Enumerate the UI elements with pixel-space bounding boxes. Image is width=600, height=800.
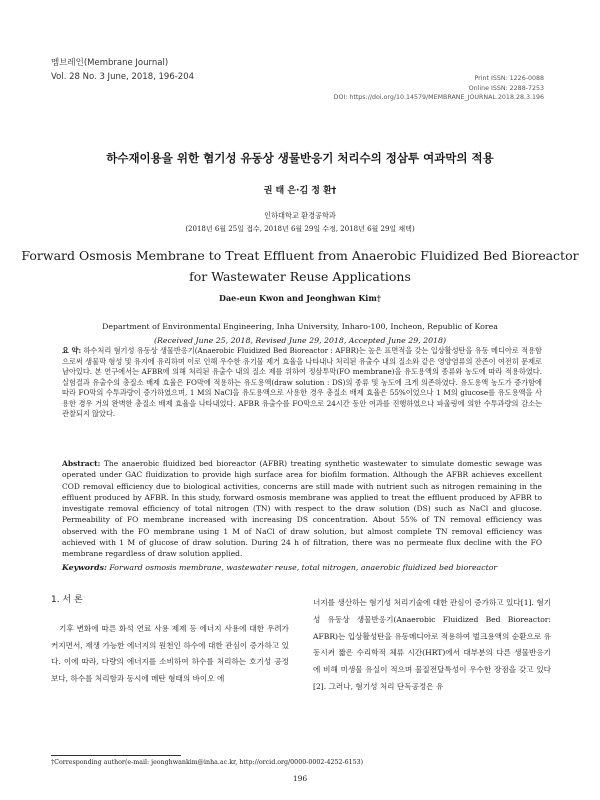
footnote: †Corresponding author(e-mail: jeonghwankim@inha.ac.kr, http://orcid.org/0000-0002-4252-6153)	[51, 759, 364, 766]
english-abstract	[62, 458, 542, 560]
korean-affiliation: 인하대학교 환경공학과	[264, 211, 336, 220]
english-dates: (Received June 25, 2018, Revised June 29, 2018, Accepted June 29, 2018)	[153, 336, 447, 345]
korean-title: 하수재이용을 위한 혐기성 유동상 생물반응기 처리수의 정삼투 여과막의 적용	[106, 151, 494, 165]
body-left-text: 기후 변화에 따른 화석 연료 사용 제제 등 에너지 사용에 대한 우려가 커지면서, 재생 가능한 에너지의 원천인 하수에 대한 관심이 증가하고 있다. 이에 따라, 다량의 에너지를 소비하여 하수를 처리하는 호기성 공정보다, 하수를 처리함과 동시에 메탄 형태의 바이오 에	[51, 623, 289, 684]
english-title	[0, 245, 600, 287]
page-number: 196	[292, 774, 308, 783]
footnote-rule	[51, 755, 181, 756]
korean-abstract-text: 하수처리 혐기성 유동상 생물반응기(Anaerobic Fluidized Bed Bioreactor : AFBR)는 높은 표면적을 갖는 입상활성탄을 유동 메디아로 적용함으로써 생물막 형성 및 유지에 유리하며 이로 인해 우수한 유기물 제거 효율을 나타내나 처리된 유출수 내의 질소와 같은 영양염류의 잔존이 여전히 문제로 남아있다. 본 연구에서는 AFBR에 의해 처리된 유출수 내의 질소 제를 위하여 정삼투막(FO membrane)을 유도용액의 종류와 농도에 따라 적용하였다. 실험결과 유출수의 총질소 배제 효율은 FO막에 적용하는 유도용액(draw solution : DS)의 종류 및 농도에 크게 의존하였다. 유도용액 농도가 증가함에 따라 FO막의 수투과량이 증가하였으며, 1 M의 NaCl을 유도용액으로 사용한 경우 총질소 배제 효율은 55%이었으나 1 M의 glucose를 유도용액을 사용한 경우 거의 완벽한 총질소 배제 효율을 나타내었다. AFBR 유출수를 FO막으로 24시간 동안 여과를 진행하였으나 파울링에 의한 수투과량의 감소는 관찰되지 않았다.	[62, 346, 542, 418]
body-left-column	[51, 592, 289, 688]
online-issn: Online ISSN: 2288-7253	[468, 84, 544, 92]
english-abstract-text: The anaerobic fluidized bed bioreactor (AFBR) treating synthetic wastewater to simulate domestic sewage was operated under GAC fluidization to provide high surface area for biofilm formation. Although the AFBR achieves excellent COD removal efficiency due to biological activities, concerns are still made with nutrient such as nitrogen remaining in the effluent produced by AFBR. In this study, forward osmosis membrane was applied to treat the effluent produced by AFBR to investigate removal efficiency of total nitrogen (TN) with respect to the draw solution (DS) such as NaCl and glucose. Permeability of FO membrane increased with increasing DS concentration. About 55% of TN removal efficiency was observed with the FO membrane using 1 M of NaCl of draw solution, but almost complete TN removal efficiency was achieved with 1 M of glucose of draw solution. During 24 h of filtration, there was no permeate flux decline with the FO membrane regardless of draw solution applied.	[62, 459, 543, 559]
korean-authors: 권 태 은·김 정 환†	[263, 186, 337, 196]
journal-name: 멤브레인(Membrane Journal)	[51, 58, 169, 68]
body-right-column	[313, 595, 551, 696]
english-abstract-label: Abstract:	[62, 459, 101, 468]
korean-abstract	[62, 346, 542, 420]
body-right-text: 너지를 생산하는 혐기성 처리기술에 대한 관심이 증가하고 있다[1]. 혐기성 유동상 생물반응기(Anaerobic Fluidized Bed Bioreactor: AFBR)는 입상활성탄을 유동메디아로 적용하여 벌크용액의 순환으로 유동시켜 짧은 수리학적 체류 시간(HRT)에서 대부분의 다른 생물반응기에 비해 미생물 유실이 적으며 물질전달특성이 우수한 장점을 갖고 있다[2]. 그러나, 혐기성 처리 단독공정은 유	[313, 598, 551, 691]
print-issn: Print ISSN: 1226-0088	[474, 75, 544, 82]
doi-link[interactable]: DOI: https://doi.org/10.14579/MEMBRANE_JOURNAL.2018.28.3.196	[333, 94, 544, 101]
keywords	[62, 563, 542, 572]
english-title-line2: for Wastewater Reuse Applications	[189, 269, 411, 284]
korean-abstract-label: 요 약:	[62, 346, 82, 355]
korean-dates: (2018년 6월 25일 접수, 2018년 6월 29일 수정, 2018년 6월 29일 채택)	[185, 225, 415, 233]
english-title-line1: Forward Osmosis Membrane to Treat Effluent from Anaerobic Fluidized Bed Bioreactor	[21, 248, 579, 263]
english-affiliation: Department of Environmental Engineering, Inha University, Inharo-100, Incheon, Republic of Korea	[102, 322, 498, 331]
journal-volume: Vol. 28 No. 3 June, 2018, 196-204	[51, 72, 195, 82]
section-title: 1. 서 론	[51, 595, 83, 605]
issn-block	[334, 74, 544, 103]
english-authors: Dae-eun Kwon and Jeonghwan Kim†	[219, 293, 381, 303]
keywords-text: Forward osmosis membrane, wastewater reuse, total nitrogen, anaerobic fluidized bed bioreactor	[109, 563, 498, 572]
keywords-label: Keywords:	[62, 563, 107, 572]
